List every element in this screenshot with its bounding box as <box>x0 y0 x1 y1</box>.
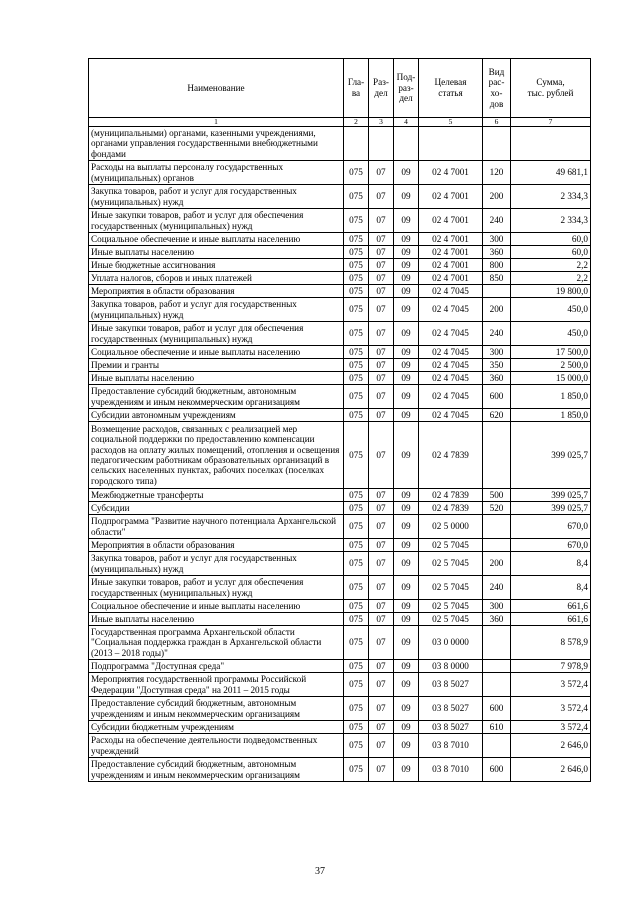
row-amount-cell: 60,0 <box>511 246 591 259</box>
row-subsection-cell: 09 <box>394 600 419 613</box>
row-name-cell: Социальное обеспечение и иные выплаты населению <box>89 600 344 613</box>
row-name-cell: Субсидии автономным учреждениям <box>89 409 344 422</box>
row-amount-cell: 661,6 <box>511 613 591 626</box>
row-amount-cell: 670,0 <box>511 515 591 539</box>
row-amount-cell: 670,0 <box>511 539 591 552</box>
row-name-cell: Иные закупки товаров, работ и услуг для обеспечения государственных (муниципальных) нужд <box>89 576 344 600</box>
row-target-cell: 02 5 7045 <box>419 600 483 613</box>
row-subsection-cell: 09 <box>394 697 419 721</box>
row-amount-cell: 2 500,0 <box>511 359 591 372</box>
row-amount-cell: 3 572,4 <box>511 697 591 721</box>
row-name-cell: Мероприятия государственной программы Российской Федерации "Доступная среда" на 2011 – 2015 годы <box>89 673 344 697</box>
row-name-cell: Подпрограмма "Развитие научного потенциала Архангельской области" <box>89 515 344 539</box>
table-row <box>89 346 591 359</box>
row-expense-type-cell: 200 <box>483 552 511 576</box>
table-row <box>89 409 591 422</box>
row-subsection-cell: 09 <box>394 502 419 515</box>
table-row <box>89 734 591 758</box>
row-target-cell: 03 0 0000 <box>419 626 483 660</box>
row-expense-type-cell <box>483 127 511 161</box>
row-chapter-cell: 075 <box>344 552 369 576</box>
row-expense-type-cell <box>483 734 511 758</box>
row-subsection-cell: 09 <box>394 660 419 673</box>
table-row <box>89 298 591 322</box>
row-amount-cell: 8,4 <box>511 552 591 576</box>
row-name-cell: Субсидии <box>89 502 344 515</box>
row-section-cell: 07 <box>369 613 394 626</box>
row-subsection-cell: 09 <box>394 758 419 782</box>
row-amount-cell <box>511 127 591 161</box>
row-amount-cell: 2,2 <box>511 259 591 272</box>
row-amount-cell: 399 025,7 <box>511 502 591 515</box>
row-name-cell: Иные закупки товаров, работ и услуг для обеспечения государственных (муниципальных) нужд <box>89 322 344 346</box>
column-number: 2 <box>344 118 369 127</box>
row-name-cell: Социальное обеспечение и иные выплаты населению <box>89 346 344 359</box>
table-row <box>89 422 591 489</box>
row-section-cell: 07 <box>369 259 394 272</box>
column-number: 4 <box>394 118 419 127</box>
row-amount-cell: 399 025,7 <box>511 422 591 489</box>
header-chapter: Гла- ва <box>344 59 369 118</box>
header-expense-type: Вид рас- хо- дов <box>483 59 511 118</box>
row-target-cell: 02 4 7001 <box>419 209 483 233</box>
row-name-cell: Иные бюджетные ассигнования <box>89 259 344 272</box>
row-section-cell: 07 <box>369 359 394 372</box>
row-subsection-cell: 09 <box>394 346 419 359</box>
row-target-cell: 02 4 7045 <box>419 372 483 385</box>
row-expense-type-cell <box>483 285 511 298</box>
row-amount-cell: 399 025,7 <box>511 489 591 502</box>
table-row <box>89 758 591 782</box>
row-subsection-cell: 09 <box>394 515 419 539</box>
row-expense-type-cell: 360 <box>483 613 511 626</box>
row-chapter-cell: 075 <box>344 359 369 372</box>
budget-table-sheet <box>88 58 590 782</box>
row-section-cell: 07 <box>369 161 394 185</box>
row-expense-type-cell: 240 <box>483 576 511 600</box>
table-row <box>89 285 591 298</box>
row-section-cell: 07 <box>369 185 394 209</box>
row-subsection-cell: 09 <box>394 272 419 285</box>
table-row <box>89 233 591 246</box>
row-chapter-cell: 075 <box>344 539 369 552</box>
row-expense-type-cell: 350 <box>483 359 511 372</box>
row-chapter-cell <box>344 127 369 161</box>
row-chapter-cell: 075 <box>344 209 369 233</box>
table-row <box>89 673 591 697</box>
table-row <box>89 359 591 372</box>
row-amount-cell: 7 978,9 <box>511 660 591 673</box>
row-name-cell: Иные выплаты населению <box>89 613 344 626</box>
row-chapter-cell: 075 <box>344 626 369 660</box>
row-name-cell: Подпрограмма "Доступная среда" <box>89 660 344 673</box>
row-target-cell: 02 4 7001 <box>419 161 483 185</box>
row-section-cell: 07 <box>369 502 394 515</box>
row-target-cell: 02 4 7839 <box>419 489 483 502</box>
row-subsection-cell: 09 <box>394 626 419 660</box>
row-expense-type-cell: 300 <box>483 600 511 613</box>
row-chapter-cell: 075 <box>344 285 369 298</box>
row-chapter-cell: 075 <box>344 758 369 782</box>
row-target-cell: 02 4 7001 <box>419 259 483 272</box>
row-target-cell: 02 4 7045 <box>419 385 483 409</box>
row-chapter-cell: 075 <box>344 422 369 489</box>
row-expense-type-cell: 200 <box>483 298 511 322</box>
row-name-cell: (муниципальными) органами, казенными учреждениями, органами управления государственными внебюджетными фондами <box>89 127 344 161</box>
row-target-cell: 02 4 7045 <box>419 346 483 359</box>
column-number: 7 <box>511 118 591 127</box>
table-row <box>89 600 591 613</box>
row-name-cell: Премии и гранты <box>89 359 344 372</box>
row-chapter-cell: 075 <box>344 734 369 758</box>
table-row <box>89 515 591 539</box>
row-chapter-cell: 075 <box>344 660 369 673</box>
row-section-cell: 07 <box>369 385 394 409</box>
row-expense-type-cell: 360 <box>483 246 511 259</box>
row-expense-type-cell: 600 <box>483 758 511 782</box>
row-chapter-cell: 075 <box>344 259 369 272</box>
row-chapter-cell: 075 <box>344 502 369 515</box>
row-target-cell: 03 8 7010 <box>419 734 483 758</box>
row-target-cell: 02 4 7001 <box>419 272 483 285</box>
row-amount-cell: 2 646,0 <box>511 734 591 758</box>
row-section-cell: 07 <box>369 322 394 346</box>
row-amount-cell: 3 572,4 <box>511 673 591 697</box>
row-target-cell: 02 4 7045 <box>419 298 483 322</box>
row-name-cell: Предоставление субсидий бюджетным, автономным учреждениям и иным некоммерческим организациям <box>89 697 344 721</box>
row-expense-type-cell: 610 <box>483 721 511 734</box>
row-amount-cell: 2 646,0 <box>511 758 591 782</box>
row-target-cell: 02 5 0000 <box>419 515 483 539</box>
row-subsection-cell: 09 <box>394 576 419 600</box>
row-chapter-cell: 075 <box>344 409 369 422</box>
row-expense-type-cell: 600 <box>483 697 511 721</box>
row-name-cell: Возмещение расходов, связанных с реализацией мер социальной поддержки по предоставлению компенсации расходов на оплату жилых помещений, отопления и освещения педагогическим работникам образовательных организаций в сельских населенных пунктах, рабочих поселках (поселках городского типа) <box>89 422 344 489</box>
row-name-cell: Иные выплаты населению <box>89 246 344 259</box>
row-amount-cell: 8,4 <box>511 576 591 600</box>
row-section-cell: 07 <box>369 209 394 233</box>
row-section-cell: 07 <box>369 600 394 613</box>
row-expense-type-cell: 600 <box>483 385 511 409</box>
row-subsection-cell: 09 <box>394 285 419 298</box>
row-target-cell: 02 4 7001 <box>419 233 483 246</box>
row-expense-type-cell: 500 <box>483 489 511 502</box>
column-number: 6 <box>483 118 511 127</box>
row-chapter-cell: 075 <box>344 721 369 734</box>
row-target-cell: 03 8 5027 <box>419 673 483 697</box>
row-name-cell: Социальное обеспечение и иные выплаты населению <box>89 233 344 246</box>
row-subsection-cell: 09 <box>394 209 419 233</box>
row-target-cell: 02 5 7045 <box>419 539 483 552</box>
row-section-cell: 07 <box>369 409 394 422</box>
row-name-cell: Предоставление субсидий бюджетным, автономным учреждениям и иным некоммерческим организациям <box>89 758 344 782</box>
table-row <box>89 209 591 233</box>
row-subsection-cell: 09 <box>394 422 419 489</box>
row-subsection-cell: 09 <box>394 161 419 185</box>
row-subsection-cell: 09 <box>394 409 419 422</box>
row-amount-cell: 17 500,0 <box>511 346 591 359</box>
row-target-cell: 02 4 7839 <box>419 502 483 515</box>
row-target-cell <box>419 127 483 161</box>
header-amount: Сумма, тыс. рублей <box>511 59 591 118</box>
table-row <box>89 185 591 209</box>
row-section-cell: 07 <box>369 489 394 502</box>
row-subsection-cell: 09 <box>394 721 419 734</box>
row-amount-cell: 450,0 <box>511 322 591 346</box>
header-name: Наименование <box>89 59 344 118</box>
row-chapter-cell: 075 <box>344 613 369 626</box>
row-expense-type-cell <box>483 660 511 673</box>
table-body <box>89 127 591 782</box>
row-amount-cell: 2 334,3 <box>511 185 591 209</box>
table-row <box>89 272 591 285</box>
row-section-cell: 07 <box>369 422 394 489</box>
row-target-cell: 03 8 7010 <box>419 758 483 782</box>
row-section-cell: 07 <box>369 626 394 660</box>
row-subsection-cell: 09 <box>394 259 419 272</box>
row-subsection-cell: 09 <box>394 233 419 246</box>
row-name-cell: Субсидии бюджетным учреждениям <box>89 721 344 734</box>
row-name-cell: Расходы на выплаты персоналу государственных (муниципальных) органов <box>89 161 344 185</box>
table-row <box>89 161 591 185</box>
row-target-cell: 03 8 5027 <box>419 697 483 721</box>
row-expense-type-cell: 300 <box>483 346 511 359</box>
row-section-cell: 07 <box>369 660 394 673</box>
row-expense-type-cell: 850 <box>483 272 511 285</box>
row-subsection-cell: 09 <box>394 539 419 552</box>
row-expense-type-cell <box>483 422 511 489</box>
row-name-cell: Межбюджетные трансферты <box>89 489 344 502</box>
row-target-cell: 03 8 0000 <box>419 660 483 673</box>
table-row <box>89 613 591 626</box>
row-chapter-cell: 075 <box>344 233 369 246</box>
row-section-cell: 07 <box>369 272 394 285</box>
row-subsection-cell: 09 <box>394 185 419 209</box>
row-section-cell: 07 <box>369 372 394 385</box>
row-section-cell: 07 <box>369 298 394 322</box>
row-subsection-cell: 09 <box>394 322 419 346</box>
table-row <box>89 660 591 673</box>
row-target-cell: 02 5 7045 <box>419 552 483 576</box>
row-target-cell: 02 4 7045 <box>419 322 483 346</box>
row-chapter-cell: 075 <box>344 372 369 385</box>
row-section-cell: 07 <box>369 515 394 539</box>
row-section-cell <box>369 127 394 161</box>
row-expense-type-cell: 120 <box>483 161 511 185</box>
row-subsection-cell <box>394 127 419 161</box>
row-section-cell: 07 <box>369 576 394 600</box>
row-subsection-cell: 09 <box>394 734 419 758</box>
row-name-cell: Закупка товаров, работ и услуг для государственных (муниципальных) нужд <box>89 552 344 576</box>
row-section-cell: 07 <box>369 721 394 734</box>
row-chapter-cell: 075 <box>344 272 369 285</box>
row-chapter-cell: 075 <box>344 489 369 502</box>
table-row <box>89 322 591 346</box>
row-expense-type-cell: 240 <box>483 209 511 233</box>
table-row <box>89 246 591 259</box>
header-section: Раз- дел <box>369 59 394 118</box>
row-amount-cell: 49 681,1 <box>511 161 591 185</box>
row-section-cell: 07 <box>369 539 394 552</box>
row-amount-cell: 60,0 <box>511 233 591 246</box>
table-row <box>89 489 591 502</box>
row-amount-cell: 450,0 <box>511 298 591 322</box>
row-subsection-cell: 09 <box>394 372 419 385</box>
table-row <box>89 127 591 161</box>
row-amount-cell: 661,6 <box>511 600 591 613</box>
row-name-cell: Мероприятия в области образования <box>89 539 344 552</box>
row-chapter-cell: 075 <box>344 673 369 697</box>
row-section-cell: 07 <box>369 758 394 782</box>
row-name-cell: Иные выплаты населению <box>89 372 344 385</box>
row-section-cell: 07 <box>369 552 394 576</box>
row-chapter-cell: 075 <box>344 246 369 259</box>
row-expense-type-cell: 360 <box>483 372 511 385</box>
row-subsection-cell: 09 <box>394 613 419 626</box>
row-chapter-cell: 075 <box>344 298 369 322</box>
row-name-cell: Расходы на обеспечение деятельности подведомственных учреждений <box>89 734 344 758</box>
row-section-cell: 07 <box>369 233 394 246</box>
row-subsection-cell: 09 <box>394 385 419 409</box>
table-row <box>89 552 591 576</box>
table-row <box>89 721 591 734</box>
row-subsection-cell: 09 <box>394 489 419 502</box>
row-amount-cell: 15 000,0 <box>511 372 591 385</box>
row-chapter-cell: 075 <box>344 185 369 209</box>
row-name-cell: Государственная программа Архангельской области "Социальная поддержка граждан в Архангельской области (2013 – 2018 годы)" <box>89 626 344 660</box>
row-target-cell: 02 4 7839 <box>419 422 483 489</box>
row-amount-cell: 1 850,0 <box>511 409 591 422</box>
row-chapter-cell: 075 <box>344 346 369 359</box>
row-subsection-cell: 09 <box>394 673 419 697</box>
row-chapter-cell: 075 <box>344 161 369 185</box>
row-section-cell: 07 <box>369 346 394 359</box>
row-amount-cell: 8 578,9 <box>511 626 591 660</box>
page-number: 37 <box>315 866 325 877</box>
table-row <box>89 539 591 552</box>
row-name-cell: Закупка товаров, работ и услуг для государственных (муниципальных) нужд <box>89 185 344 209</box>
header-target-item: Целевая статья <box>419 59 483 118</box>
header-subsection: Под- раз- дел <box>394 59 419 118</box>
row-chapter-cell: 075 <box>344 576 369 600</box>
row-subsection-cell: 09 <box>394 298 419 322</box>
table-row <box>89 372 591 385</box>
row-expense-type-cell <box>483 626 511 660</box>
row-target-cell: 02 4 7001 <box>419 185 483 209</box>
column-number: 1 <box>89 118 344 127</box>
table-row <box>89 697 591 721</box>
row-section-cell: 07 <box>369 673 394 697</box>
row-expense-type-cell: 300 <box>483 233 511 246</box>
column-number: 5 <box>419 118 483 127</box>
row-name-cell: Мероприятия в области образования <box>89 285 344 298</box>
row-amount-cell: 3 572,4 <box>511 721 591 734</box>
row-target-cell: 02 5 7045 <box>419 613 483 626</box>
row-section-cell: 07 <box>369 246 394 259</box>
row-target-cell: 02 4 7045 <box>419 359 483 372</box>
row-amount-cell: 2,2 <box>511 272 591 285</box>
row-name-cell: Закупка товаров, работ и услуг для государственных (муниципальных) нужд <box>89 298 344 322</box>
row-expense-type-cell: 800 <box>483 259 511 272</box>
row-chapter-cell: 075 <box>344 600 369 613</box>
row-name-cell: Предоставление субсидий бюджетным, автономным учреждениям и иным некоммерческим организациям <box>89 385 344 409</box>
row-chapter-cell: 075 <box>344 515 369 539</box>
row-chapter-cell: 075 <box>344 385 369 409</box>
row-expense-type-cell: 240 <box>483 322 511 346</box>
row-section-cell: 07 <box>369 697 394 721</box>
row-subsection-cell: 09 <box>394 246 419 259</box>
row-expense-type-cell <box>483 539 511 552</box>
row-expense-type-cell <box>483 515 511 539</box>
table-row <box>89 502 591 515</box>
row-name-cell: Иные закупки товаров, работ и услуг для обеспечения государственных (муниципальных) нужд <box>89 209 344 233</box>
table-row <box>89 626 591 660</box>
row-amount-cell: 2 334,3 <box>511 209 591 233</box>
row-expense-type-cell: 200 <box>483 185 511 209</box>
row-target-cell: 03 8 5027 <box>419 721 483 734</box>
budget-table <box>88 58 591 782</box>
row-expense-type-cell: 620 <box>483 409 511 422</box>
row-target-cell: 02 5 7045 <box>419 576 483 600</box>
table-row <box>89 576 591 600</box>
row-subsection-cell: 09 <box>394 359 419 372</box>
row-target-cell: 02 4 7045 <box>419 285 483 298</box>
column-number: 3 <box>369 118 394 127</box>
row-amount-cell: 1 850,0 <box>511 385 591 409</box>
row-chapter-cell: 075 <box>344 322 369 346</box>
row-subsection-cell: 09 <box>394 552 419 576</box>
row-amount-cell: 19 800,0 <box>511 285 591 298</box>
row-target-cell: 02 4 7001 <box>419 246 483 259</box>
row-chapter-cell: 075 <box>344 697 369 721</box>
table-row <box>89 385 591 409</box>
row-name-cell: Уплата налогов, сборов и иных платежей <box>89 272 344 285</box>
row-section-cell: 07 <box>369 285 394 298</box>
row-expense-type-cell <box>483 673 511 697</box>
table-row <box>89 259 591 272</box>
row-section-cell: 07 <box>369 734 394 758</box>
row-target-cell: 02 4 7045 <box>419 409 483 422</box>
row-expense-type-cell: 520 <box>483 502 511 515</box>
